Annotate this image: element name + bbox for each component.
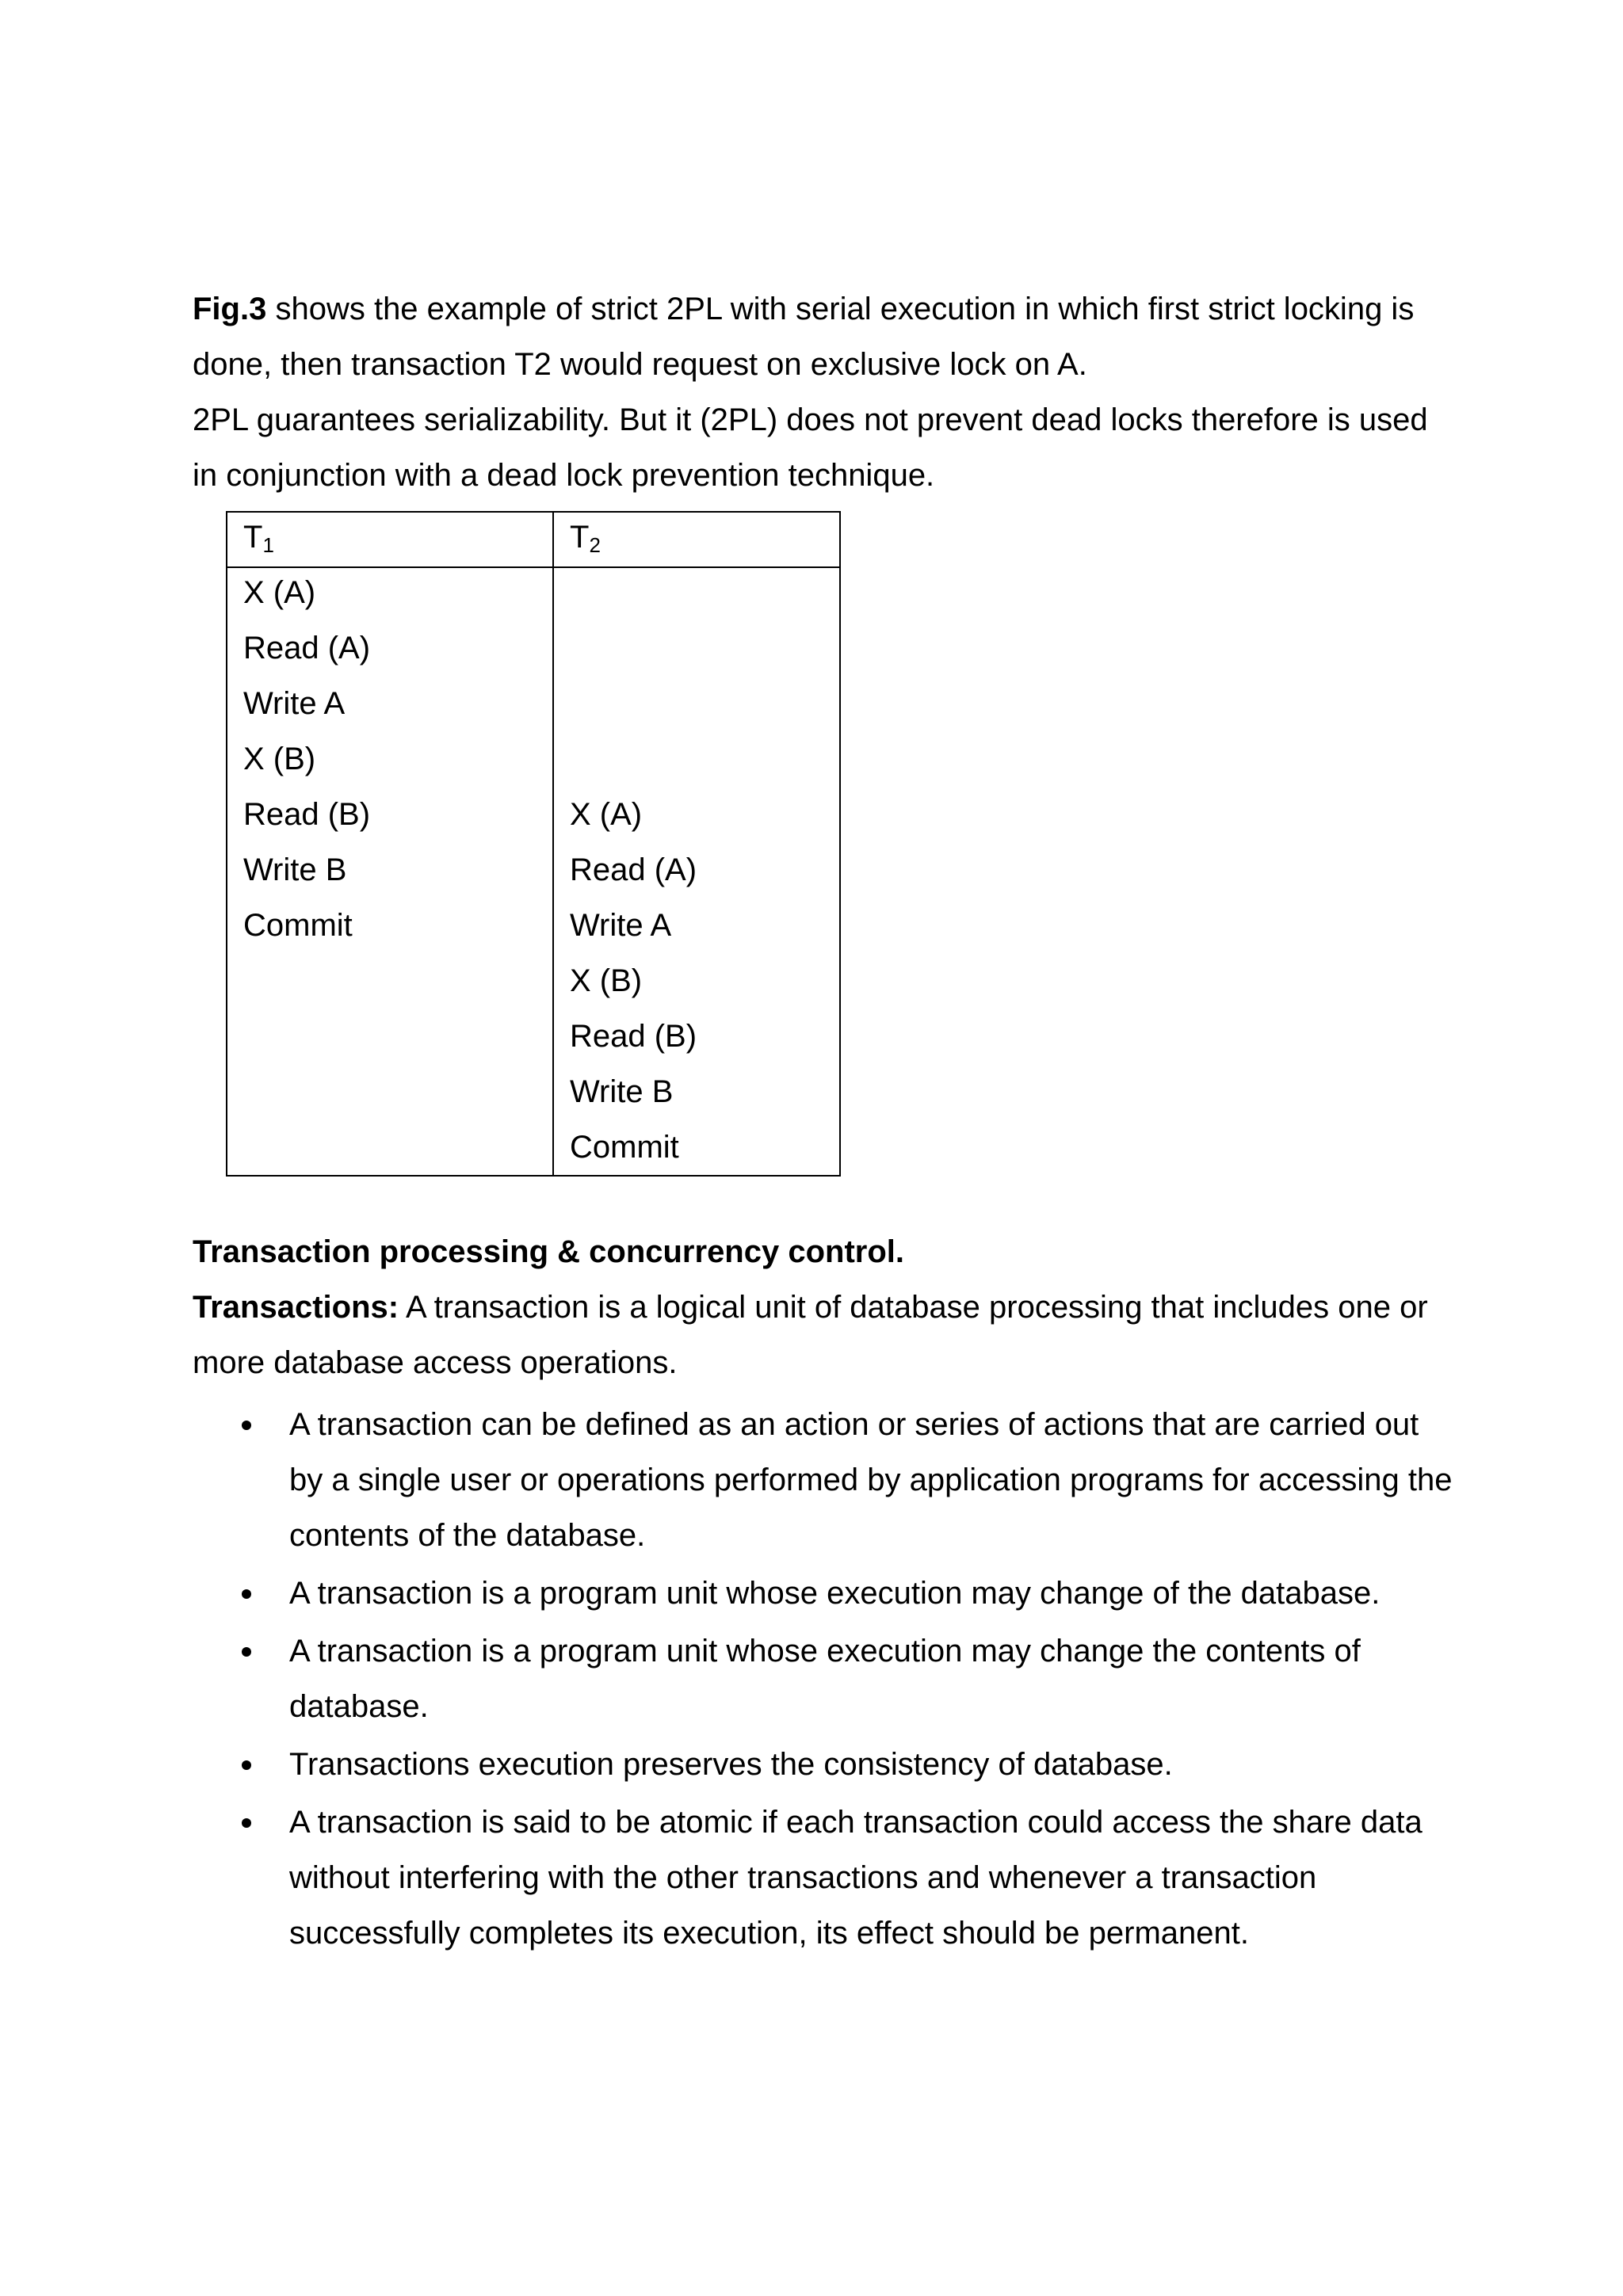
- t2-cell: Read (A): [570, 852, 697, 887]
- list-item: Transactions execution preserves the consistency of database.: [193, 1737, 1454, 1792]
- t1-cell: X (A): [243, 575, 316, 610]
- t2-cell: Read (B): [570, 1019, 697, 1054]
- t2-cell: Write B: [570, 1074, 674, 1109]
- fig-label: Fig.3: [193, 292, 267, 326]
- table-header-divider: [227, 566, 839, 568]
- table-column-divider: [552, 513, 554, 1175]
- bullet-icon: [242, 1818, 251, 1828]
- bullet-list: [193, 1397, 1461, 1963]
- t1-cell: Write B: [243, 852, 347, 887]
- list-item: A transaction is a program unit whose execution may change of the database.: [193, 1566, 1454, 1621]
- intro-paragraph: [193, 281, 1445, 392]
- t1-cell: Write A: [243, 686, 346, 721]
- table-header-t1: $T_1$: [243, 520, 274, 557]
- section-heading: Transaction processing & concurrency control.: [193, 1234, 905, 1269]
- list-item: A transaction is a program unit whose execution may change the contents of database.: [193, 1623, 1454, 1734]
- list-item: A transaction is said to be atomic if each transaction could access the share data without interfering with the other transactions and whenever a transaction successfully completes its execution, its effect should be permanent.: [193, 1794, 1454, 1961]
- t1-cell: Read (B): [243, 797, 371, 832]
- t2-cell: Commit: [570, 1130, 679, 1165]
- definition-label: Transactions:: [193, 1290, 399, 1325]
- table-header-t2: $T_2$: [570, 520, 601, 557]
- bullet-icon: [242, 1421, 251, 1430]
- schedule-table: [226, 511, 841, 1177]
- t2-cell: X (B): [570, 963, 643, 998]
- t2-cell: X (A): [570, 797, 643, 832]
- t1-cell: Read (A): [243, 631, 371, 666]
- transactions-definition: [193, 1280, 1445, 1390]
- bullet-icon: [242, 1760, 251, 1770]
- definition-text: A transaction is a logical unit of database processing that includes one or more database access operations.: [193, 1290, 1428, 1380]
- bullet-icon: [242, 1589, 251, 1599]
- list-item: A transaction can be defined as an action or series of actions that are carried out by a single user or operations performed by application programs for accessing the contents of the database.: [193, 1397, 1454, 1563]
- t1-cell: X (B): [243, 742, 316, 776]
- bullet-icon: [242, 1647, 251, 1657]
- t2-cell: Write A: [570, 908, 672, 943]
- serializability-paragraph: 2PL guarantees serializability. But it (2PL) does not prevent dead locks therefore is used in conjunction with a dead lock prevention technique.: [193, 402, 1428, 493]
- t1-cell: Commit: [243, 908, 353, 943]
- fig-description: shows the example of strict 2PL with serial execution in which first strict locking is done, then transaction T2 would request on exclusive lock on A.: [193, 292, 1415, 382]
